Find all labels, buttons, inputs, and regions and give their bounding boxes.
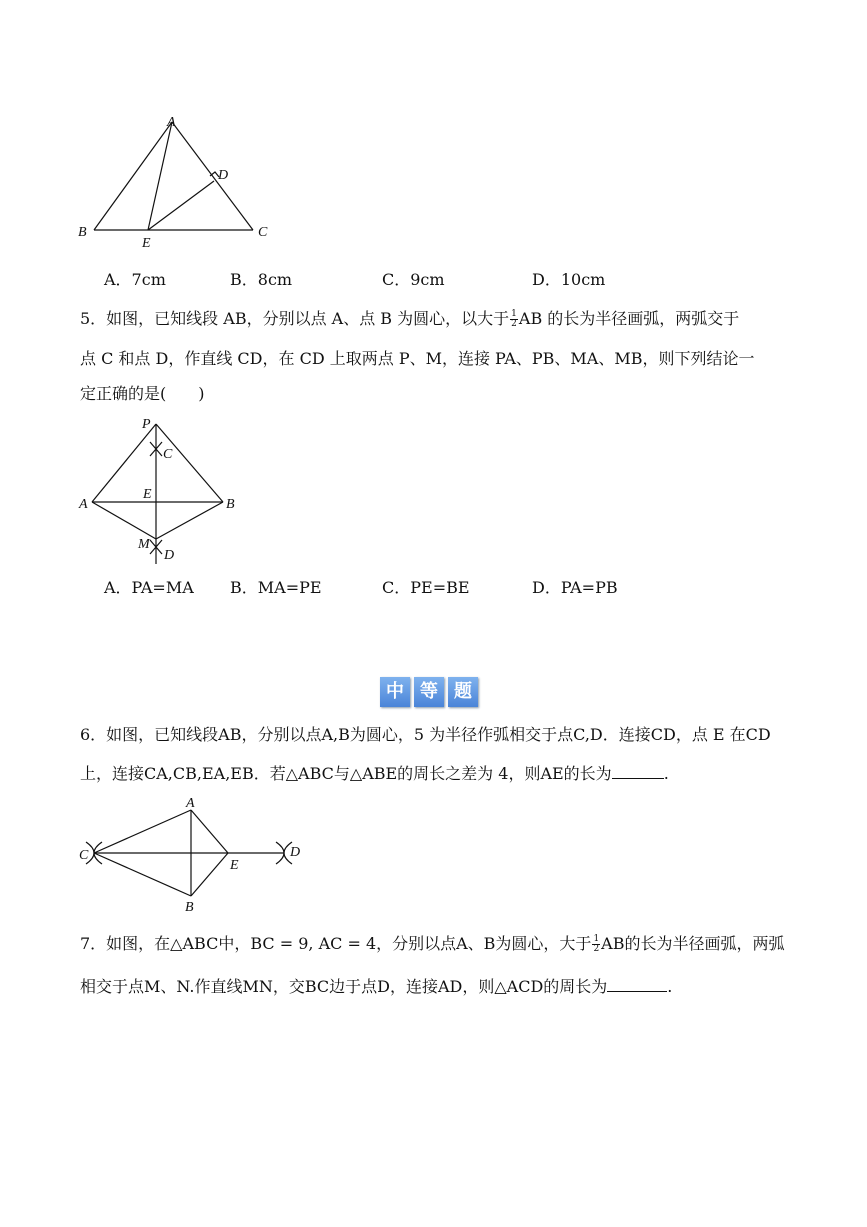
- fig-q5-label-m: M: [138, 537, 150, 552]
- fig-q6-label-e: E: [230, 858, 239, 873]
- q5-frac-num: 1: [511, 309, 517, 319]
- q5-line-1-pre: 5．如图，已知线段 AB，分别以点 A、点 B 为圆心，以大于: [80, 309, 510, 328]
- q5-option-a: A．PA=MA: [104, 578, 194, 597]
- fig-q4-label-a: A: [167, 115, 176, 130]
- q5-line-1-post: AB 的长为半径画弧，两弧交于: [518, 309, 740, 328]
- section-char-2: 等: [414, 677, 444, 707]
- fig-q6-label-a: A: [186, 796, 195, 811]
- q5-line-2: 点 C 和点 D，作直线 CD，在 CD 上取两点 P、M，连接 PA、PB、MA、MB，则下列结论一: [80, 349, 755, 368]
- q6-answer-blank: [612, 760, 664, 779]
- fig-q5-label-d: D: [164, 548, 175, 563]
- fig-q4-label-c: C: [258, 225, 268, 240]
- q7-fraction: [592, 935, 600, 954]
- q5-line-3: 定正确的是( ): [80, 384, 205, 403]
- fig-q4-label-d: D: [218, 168, 229, 183]
- q7-line-2-end: .: [667, 977, 673, 996]
- q4-option-b: B．8cm: [230, 270, 293, 289]
- figure-q5-kite: [70, 412, 250, 572]
- q6-line-2: [80, 760, 669, 786]
- fig-q5-label-p: P: [142, 417, 151, 432]
- q5-line-1: [80, 307, 739, 331]
- fig-q6-label-b: B: [185, 900, 194, 915]
- q4-option-c: C．9cm: [382, 270, 445, 289]
- q7-line-1-post: AB的长为半径画弧，两弧: [601, 934, 785, 953]
- q5-fraction: [510, 310, 518, 329]
- q7-answer-blank: [607, 973, 667, 992]
- q7-line-1: [80, 932, 785, 956]
- fig-q4-label-e: E: [142, 236, 151, 251]
- fig-q5-label-e: E: [143, 487, 152, 502]
- fig-q6-label-c: C: [79, 848, 89, 863]
- q5-option-d: D．PA=PB: [532, 578, 618, 597]
- fig-q6-label-d: D: [290, 845, 301, 860]
- figure-q6-kite: [70, 792, 320, 917]
- q7-line-2-text: 相交于点M、N.作直线MN，交BC边于点D，连接AD，则△ACD的周长为: [80, 977, 608, 996]
- q6-line-2-end: .: [663, 764, 669, 783]
- q6-line-2-text: 上，连接CA,CB,EA,EB．若△ABC与△ABE的周长之差为 4，则AE的长为: [80, 764, 612, 783]
- section-badge: [380, 677, 478, 707]
- q7-frac-num: 1: [593, 934, 600, 944]
- q4-option-d: D．10cm: [532, 270, 606, 289]
- q4-option-a: A．7cm: [104, 270, 166, 289]
- fig-q5-label-b: B: [226, 497, 235, 512]
- q7-line-2: [80, 973, 672, 999]
- q5-option-b: B．MA=PE: [230, 578, 322, 597]
- section-char-1: 中: [380, 677, 410, 707]
- q5-frac-den: 2: [511, 319, 517, 329]
- q7-frac-den: 2: [593, 944, 600, 954]
- q7-line-1-pre: 7．如图，在△ABC中，BC = 9, AC = 4，分别以点A、B为圆心，大于: [80, 934, 592, 953]
- fig-q5-label-a: A: [79, 497, 88, 512]
- q5-option-c: C．PE=BE: [382, 578, 470, 597]
- figure-q4-triangle: [70, 110, 280, 255]
- fig-q5-label-c: C: [163, 447, 173, 462]
- section-char-3: 题: [448, 677, 478, 707]
- q6-line-1: 6．如图，已知线段AB，分别以点A,B为圆心，5 为半径作弧相交于点C,D．连接CD，点 E 在CD: [80, 725, 771, 744]
- fig-q4-label-b: B: [78, 225, 87, 240]
